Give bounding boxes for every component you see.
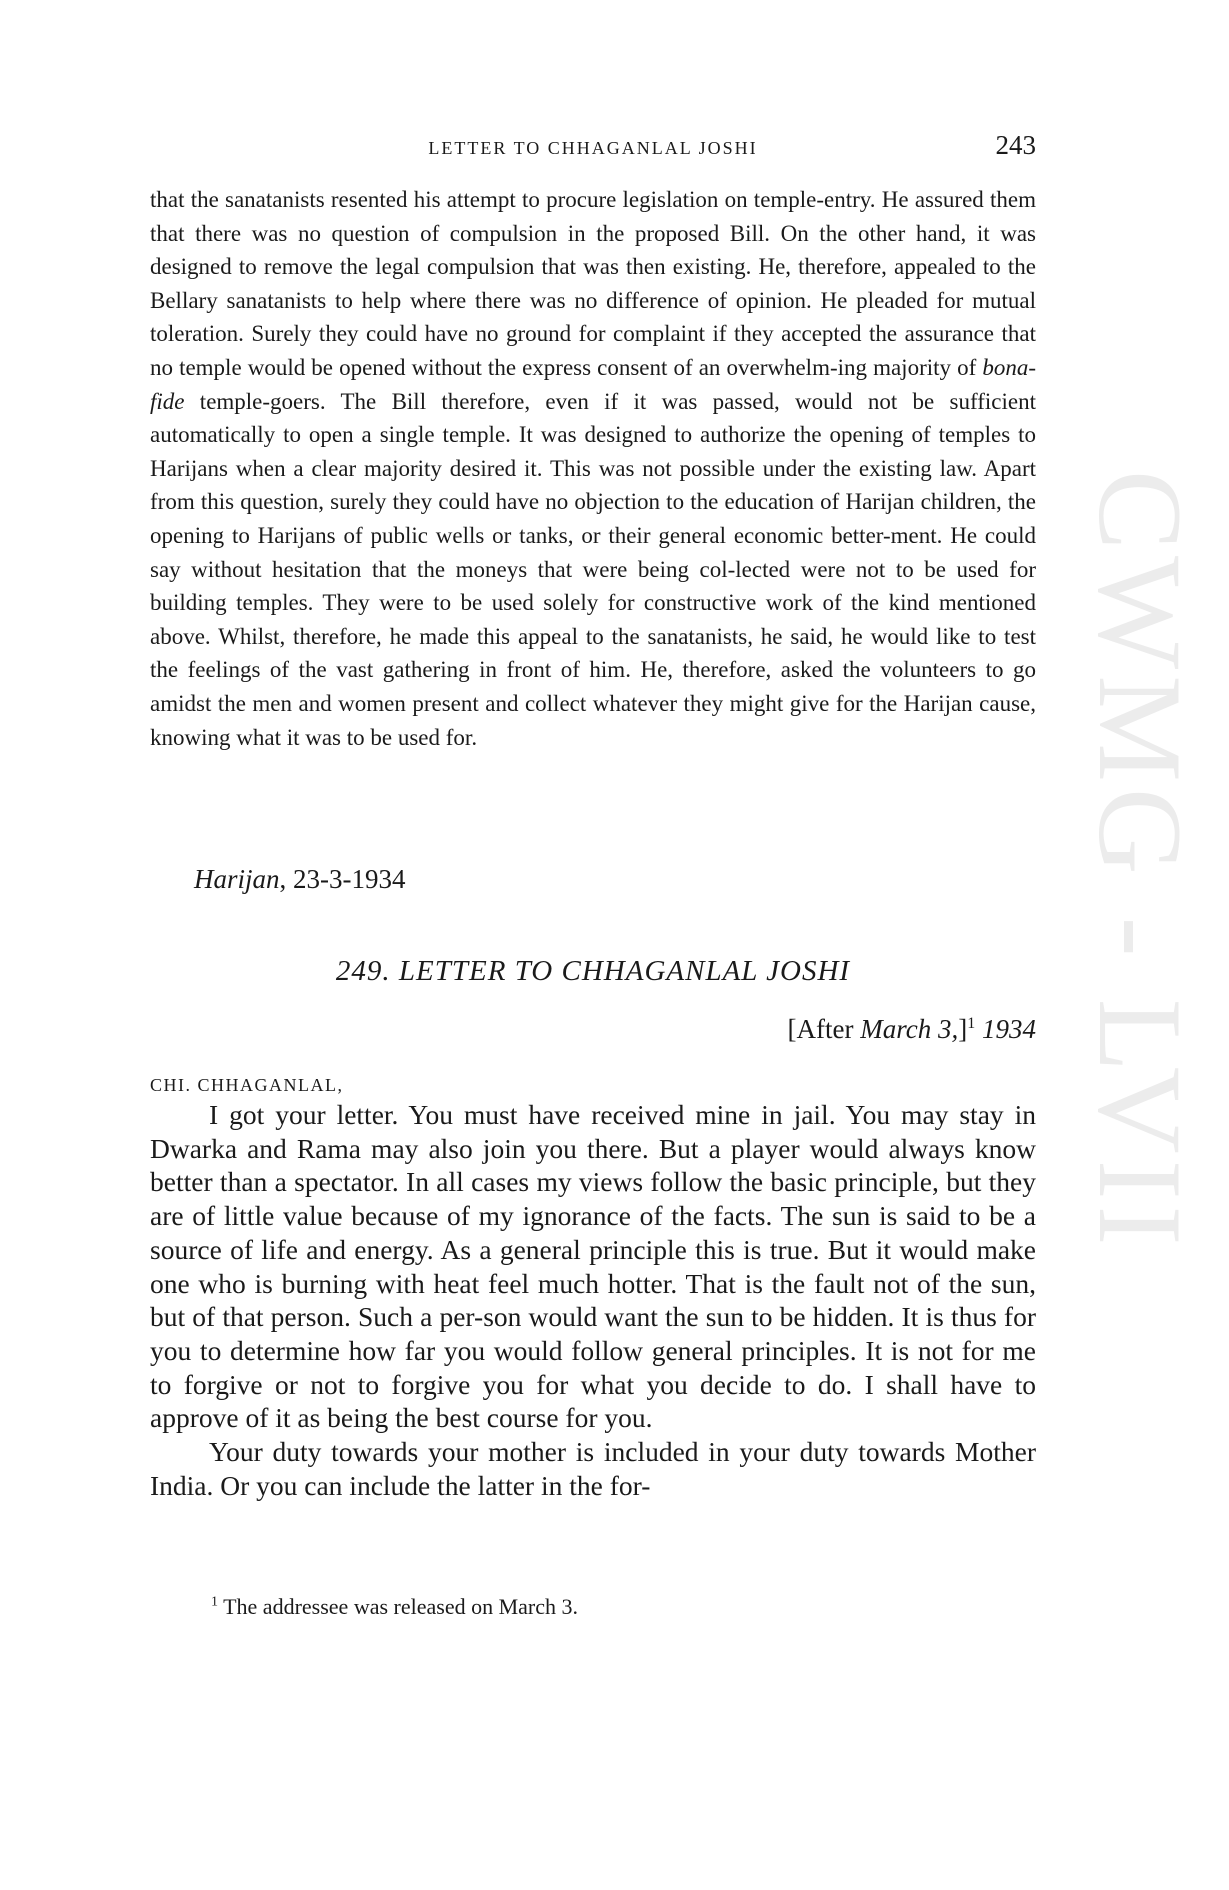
source-publication: Harijan bbox=[194, 864, 280, 894]
body-text bbox=[150, 183, 1036, 754]
italic-phrase: bona-fide bbox=[150, 354, 1036, 414]
letter-paragraph: Your duty towards your mother is included in your duty towards Mother India. Or you can include the latter in the for- bbox=[150, 1436, 1036, 1501]
watermark: CWMG - LVII bbox=[1074, 470, 1207, 1252]
dateline-bracket: ] bbox=[958, 1014, 968, 1044]
dateline-month: March 3, bbox=[860, 1014, 959, 1044]
body-paragraph bbox=[150, 183, 1036, 754]
body-paragraph-start: that the sanatanists resented his attempt to procure legislation on temple-entry. He assured them that there was no question of compulsion in the proposed Bill. On the other hand, it was designed to remove the legal compulsion that was then existing. He, therefore, appealed to the Bellary sanatanists to help where there was no difference of opinion. He pleaded for mutual toleration. Surely they could have no ground for complaint if they accepted the assurance that no temple would be opened without the express consent of an overwhelm-ing majority of bbox=[150, 187, 1036, 380]
page-number: 243 bbox=[995, 130, 1036, 160]
running-head bbox=[150, 128, 1036, 168]
salutation: CHI. CHHAGANLAL, bbox=[150, 1075, 344, 1095]
letter-text bbox=[150, 1098, 1036, 1502]
footnote-text: The addressee was released on March 3. bbox=[218, 1594, 579, 1619]
source-citation bbox=[194, 864, 406, 895]
item-heading: 249. LETTER TO CHHAGANLAL JOSHI bbox=[335, 955, 851, 987]
dateline bbox=[788, 1014, 1036, 1045]
footnote-number: 1 bbox=[211, 1594, 218, 1610]
dateline-year: 1934 bbox=[975, 1014, 1036, 1044]
running-title: LETTER TO CHHAGANLAL JOSHI bbox=[428, 138, 758, 158]
dateline-prefix: [After bbox=[787, 1014, 861, 1044]
source-date: , 23-3-1934 bbox=[279, 864, 406, 894]
body-paragraph-rest: temple-goers. The Bill therefore, even if it was passed, would not be sufficient automatically to open a single temple. It was designed to authorize the opening of temples to Harijans when a clear majority desired it. This was not possible under the existing law. Apart from this question, surely they could have no objection to the education of Harijan children, the opening to Harijans of public wells or tanks, or their general economic better-ment. He could say without hesitation that the moneys that were being col-lected were not to be used for building temples. They were to be used solely for constructive work of the kind mentioned above. Whilst, therefore, he made this appeal to the sanatanists, he said, he would like to test the feelings of the vast gathering in front of him. He, therefore, asked the volunteers to go amidst the men and women present and collect whatever they might give for the Harijan cause, knowing what it was to be used for. bbox=[150, 388, 1036, 750]
footnote-marker: 1 bbox=[967, 1015, 976, 1032]
footnote bbox=[211, 1594, 578, 1620]
letter-paragraph: I got your letter. You must have received mine in jail. You may stay in Dwarka and Rama may also join you there. But a player would always know better than a spectator. In all cases my views follow the basic principle, but they are of little value because of my ignorance of the facts. The sun is said to be a source of life and energy. As a general principle this is true. But it would make one who is burning with heat feel much hotter. That is the fault not of the sun, but of that person. Such a per-son would want the sun to be hidden. It is thus for you to determine how far you would follow general principles. It is not for me to forgive or not to forgive you for what you decide to do. I shall have to approve of it as being the best course for you. bbox=[150, 1099, 1036, 1434]
